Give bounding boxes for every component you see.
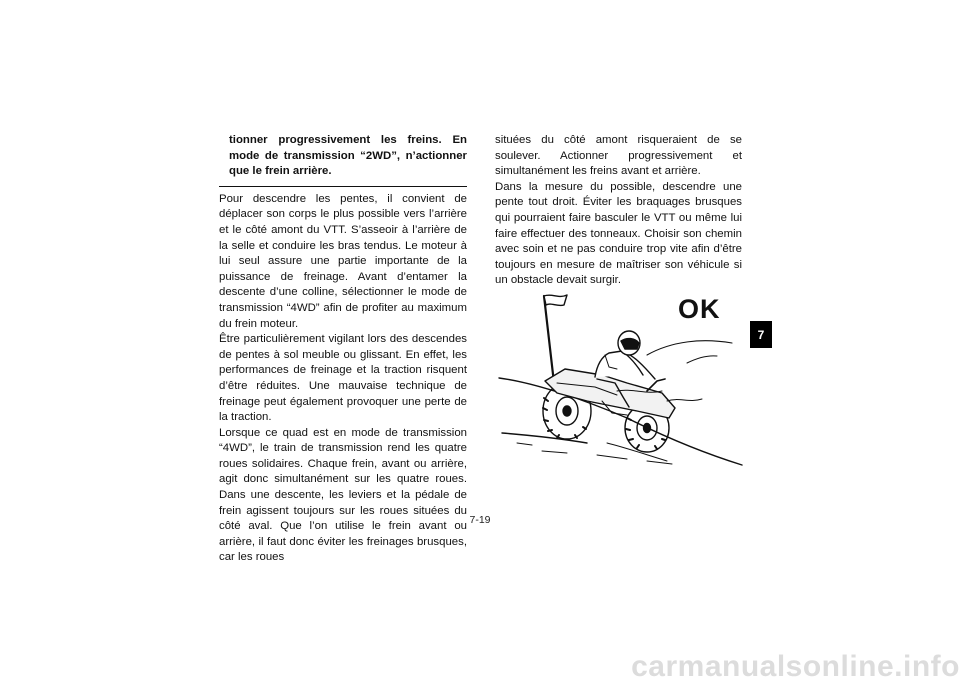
left-column — [219, 133, 467, 566]
flag-pole — [544, 296, 554, 383]
rider-torso — [595, 351, 643, 377]
flag-icon — [544, 295, 567, 305]
chapter-tab: 7 — [750, 321, 772, 348]
paragraph-descend-straight: Dans la mesure du possible, descendre une pente tout droit. Éviter les braquages brusques qui pourraient faire basculer le VTT ou même lui faire effectuer des tonneaux. Choisir son chemin avec soin et ne pas conduire trop vite afin d’être toujours en mesure de maîtriser son véhicule si un obstacle devait surgir. — [495, 180, 742, 287]
paragraph-slippery-slopes: Être particulièrement vigilant lors des descendes de pentes à sol meuble ou glissant. En effet, les performances de freinage et la traction risquent d’être réduites. Une mauvaise technique de freinage peut également provoquer une perte de la traction. — [219, 333, 467, 424]
warning-divider — [219, 186, 467, 187]
paragraph-body-position: Pour descendre les pentes, il convient de déplacer son corps le plus possible vers l’arrière et le côté amont du VTT. S’asseoir à l’arrière de la selle et conduire les bras tendus. Le moteur à lui seul assure une partie importante de la puissance de freinage. Avant d’entamer la descente d’une colline, sélectionner le mode de transmission “4WD” afin de profiter au maximum du frein moteur. — [219, 192, 467, 330]
page-number: 7-19 — [469, 514, 491, 526]
right-column — [495, 133, 742, 289]
paragraph-4wd-braking: Lorsque ce quad est en mode de transmission “4WD”, le train de transmission rend les quatre roues solidaires. Chaque frein, avant ou arrière, agit donc simultanément sur les quatre roues. Dans une descente, les leviers et la pédale de frein agissent toujours sur les roues situées du côté aval. Que l’on utilise le frein avant ou arrière, il faut donc éviter les freinages brusques, car les roues — [219, 426, 467, 564]
paragraph-brake-both: situées du côté amont risqueraient de se soulever. Actionner progressivement et simultanément les freins avant et arrière. — [495, 134, 742, 178]
watermark: carmanualsonline.info — [631, 650, 960, 683]
warning-text-end: tionner progressivement les freins. En mode de transmission “2WD”, n’actionner que le frein arrière. — [229, 134, 467, 178]
ok-label: OK — [678, 294, 721, 324]
hill-line — [647, 341, 732, 355]
handlebar — [647, 379, 665, 391]
